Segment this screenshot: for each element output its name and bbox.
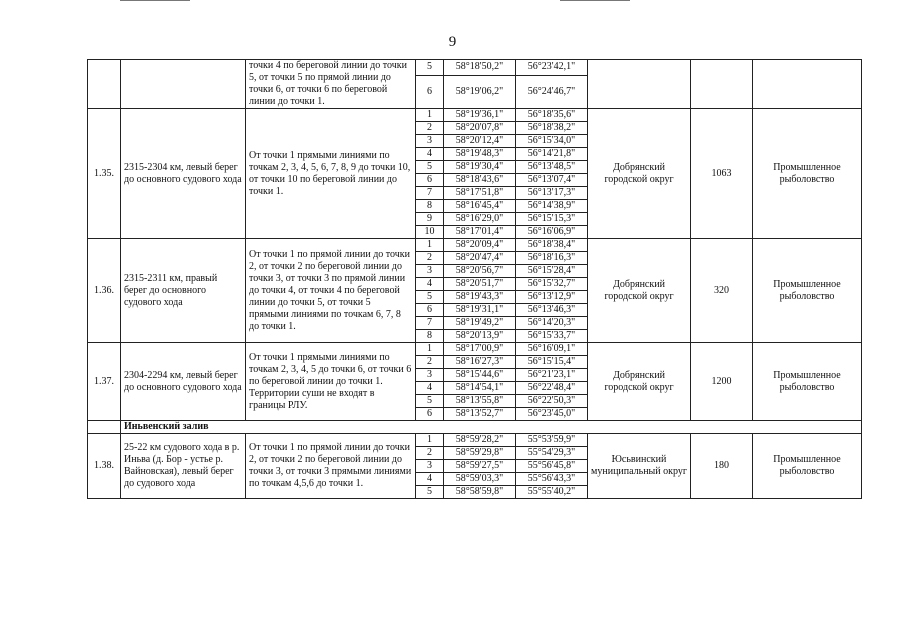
longitude: 56°22'48,4"	[516, 382, 588, 395]
usage-purpose: Промышленное рыболовство	[753, 343, 862, 421]
point-number: 6	[416, 174, 444, 187]
group-title: Иньвенский залив	[121, 421, 862, 434]
point-number: 3	[416, 135, 444, 148]
point-number: 4	[416, 473, 444, 486]
usage-purpose: Промышленное рыболовство	[753, 239, 862, 343]
table-row	[88, 109, 862, 122]
point-number: 1	[416, 239, 444, 252]
region	[588, 60, 691, 109]
fishing-areas-table	[87, 59, 862, 499]
longitude: 56°23'45,0"	[516, 408, 588, 421]
latitude: 58°20'09,4"	[444, 239, 516, 252]
longitude: 56°13'07,4"	[516, 174, 588, 187]
longitude: 56°16'06,9"	[516, 226, 588, 239]
latitude: 58°20'51,7"	[444, 278, 516, 291]
section-location	[121, 60, 246, 109]
table-row	[88, 60, 862, 76]
area-hectares: 1063	[691, 109, 753, 239]
longitude: 55°56'43,3"	[516, 473, 588, 486]
latitude: 58°17'51,8"	[444, 187, 516, 200]
latitude: 58°16'45,4"	[444, 200, 516, 213]
section-number: 1.35.	[88, 109, 121, 239]
region: Добрянский городской округ	[588, 109, 691, 239]
point-number: 2	[416, 447, 444, 460]
latitude: 58°59'29,8"	[444, 447, 516, 460]
longitude: 56°13'17,3"	[516, 187, 588, 200]
latitude: 58°59'28,2"	[444, 434, 516, 447]
latitude: 58°19'48,3"	[444, 148, 516, 161]
section-number: 1.38.	[88, 434, 121, 499]
section-location: 2304-2294 км, левый берег до основного судового хода	[121, 343, 246, 421]
point-number: 7	[416, 317, 444, 330]
latitude: 58°19'36,1"	[444, 109, 516, 122]
boundary-description: точки 4 по береговой линии до точки 5, от точки 5 по прямой линии до точки 6, от точки 6 по береговой линии до точки 1.	[246, 60, 416, 109]
longitude: 56°15'34,0"	[516, 135, 588, 148]
longitude: 55°53'59,9"	[516, 434, 588, 447]
latitude: 58°15'44,6"	[444, 369, 516, 382]
latitude: 58°19'30,4"	[444, 161, 516, 174]
usage-purpose	[753, 60, 862, 109]
latitude: 58°14'54,1"	[444, 382, 516, 395]
region: Юсьвинский муниципальный округ	[588, 434, 691, 499]
latitude: 58°17'01,4"	[444, 226, 516, 239]
point-number: 5	[416, 395, 444, 408]
longitude: 56°24'46,7"	[516, 75, 588, 108]
page-number: 9	[448, 34, 457, 50]
point-number: 1	[416, 434, 444, 447]
table-row	[88, 343, 862, 356]
point-number: 4	[416, 278, 444, 291]
point-number: 6	[416, 408, 444, 421]
longitude: 56°15'33,7"	[516, 330, 588, 343]
boundary-description: От точки 1 прямыми линиями по точкам 2, 3, 4, 5 до точки 6, от точки 6 по береговой линии до точки 1. Территории суши не входят в границы РЛУ.	[246, 343, 416, 421]
point-number: 1	[416, 343, 444, 356]
point-number: 6	[416, 75, 444, 108]
latitude: 58°13'52,7"	[444, 408, 516, 421]
longitude: 56°18'16,3"	[516, 252, 588, 265]
boundary-description: От точки 1 по прямой линии до точки 2, от точки 2 по береговой линии до точки 3, от точки 3 прямыми линиями по точкам 4,5,6 до точки 1.	[246, 434, 416, 499]
section-location: 25-22 км судового хода в р. Иньва (д. Бор - устье р. Вайновская), левый берег до судового хода	[121, 434, 246, 499]
longitude: 55°55'40,2"	[516, 486, 588, 499]
point-number: 8	[416, 200, 444, 213]
table-row	[88, 434, 862, 447]
longitude: 56°15'28,4"	[516, 265, 588, 278]
longitude: 56°22'50,3"	[516, 395, 588, 408]
longitude: 56°14'20,3"	[516, 317, 588, 330]
group-title-spacer	[88, 421, 121, 434]
region: Добрянский городской округ	[588, 239, 691, 343]
point-number: 6	[416, 304, 444, 317]
point-number: 8	[416, 330, 444, 343]
point-number: 5	[416, 60, 444, 76]
section-number	[88, 60, 121, 109]
point-number: 4	[416, 382, 444, 395]
latitude: 58°20'47,4"	[444, 252, 516, 265]
latitude: 58°19'43,3"	[444, 291, 516, 304]
region: Добрянский городской округ	[588, 343, 691, 421]
longitude: 55°54'29,3"	[516, 447, 588, 460]
usage-purpose: Промышленное рыболовство	[753, 109, 862, 239]
usage-purpose: Промышленное рыболовство	[753, 434, 862, 499]
section-number: 1.36.	[88, 239, 121, 343]
group-title-row	[88, 421, 862, 434]
longitude: 55°56'45,8"	[516, 460, 588, 473]
point-number: 1	[416, 109, 444, 122]
point-number: 7	[416, 187, 444, 200]
point-number: 5	[416, 161, 444, 174]
longitude: 56°18'35,6"	[516, 109, 588, 122]
longitude: 56°18'38,4"	[516, 239, 588, 252]
latitude: 58°20'12,4"	[444, 135, 516, 148]
point-number: 2	[416, 252, 444, 265]
area-hectares	[691, 60, 753, 109]
latitude: 58°20'07,8"	[444, 122, 516, 135]
longitude: 56°14'38,9"	[516, 200, 588, 213]
point-number: 5	[416, 486, 444, 499]
point-number: 5	[416, 291, 444, 304]
latitude: 58°59'27,5"	[444, 460, 516, 473]
longitude: 56°21'23,1"	[516, 369, 588, 382]
longitude: 56°18'38,2"	[516, 122, 588, 135]
section-number: 1.37.	[88, 343, 121, 421]
section-location: 2315-2311 км, правый берег до основного судового хода	[121, 239, 246, 343]
point-number: 2	[416, 356, 444, 369]
table-row	[88, 239, 862, 252]
page-top-edge-mark	[120, 0, 190, 1]
point-number: 10	[416, 226, 444, 239]
point-number: 3	[416, 265, 444, 278]
point-number: 3	[416, 369, 444, 382]
latitude: 58°19'06,2"	[444, 75, 516, 108]
page-top-edge-mark	[560, 0, 630, 1]
latitude: 58°13'55,8"	[444, 395, 516, 408]
boundary-description: От точки 1 прямыми линиями по точкам 2, 3, 4, 5, 6, 7, 8, 9 до точки 10, от точки 10 по береговой линии до точки 1.	[246, 109, 416, 239]
section-location: 2315-2304 км, левый берег до основного судового хода	[121, 109, 246, 239]
longitude: 56°15'15,4"	[516, 356, 588, 369]
area-hectares: 180	[691, 434, 753, 499]
longitude: 56°13'48,5"	[516, 161, 588, 174]
point-number: 4	[416, 148, 444, 161]
latitude: 58°20'56,7"	[444, 265, 516, 278]
area-hectares: 320	[691, 239, 753, 343]
latitude: 58°19'49,2"	[444, 317, 516, 330]
latitude: 58°19'31,1"	[444, 304, 516, 317]
latitude: 58°17'00,9"	[444, 343, 516, 356]
latitude: 58°16'29,0"	[444, 213, 516, 226]
longitude: 56°16'09,1"	[516, 343, 588, 356]
latitude: 58°59'03,3"	[444, 473, 516, 486]
area-hectares: 1200	[691, 343, 753, 421]
point-number: 3	[416, 460, 444, 473]
latitude: 58°18'50,2"	[444, 60, 516, 76]
longitude: 56°13'46,3"	[516, 304, 588, 317]
longitude: 56°13'12,9"	[516, 291, 588, 304]
longitude: 56°14'21,8"	[516, 148, 588, 161]
boundary-description: От точки 1 по прямой линии до точки 2, от точки 2 по береговой линии до точки 3, от точки 3 по прямой линии до точки 4, от точки 4 по береговой линии до точки 5, от точки 5 прямыми линиями по точкам 6, 7, 8 до точки 1.	[246, 239, 416, 343]
longitude: 56°15'15,3"	[516, 213, 588, 226]
latitude: 58°16'27,3"	[444, 356, 516, 369]
latitude: 58°20'13,9"	[444, 330, 516, 343]
latitude: 58°18'43,6"	[444, 174, 516, 187]
longitude: 56°23'42,1"	[516, 60, 588, 76]
longitude: 56°15'32,7"	[516, 278, 588, 291]
latitude: 58°58'59,8"	[444, 486, 516, 499]
point-number: 2	[416, 122, 444, 135]
point-number: 9	[416, 213, 444, 226]
